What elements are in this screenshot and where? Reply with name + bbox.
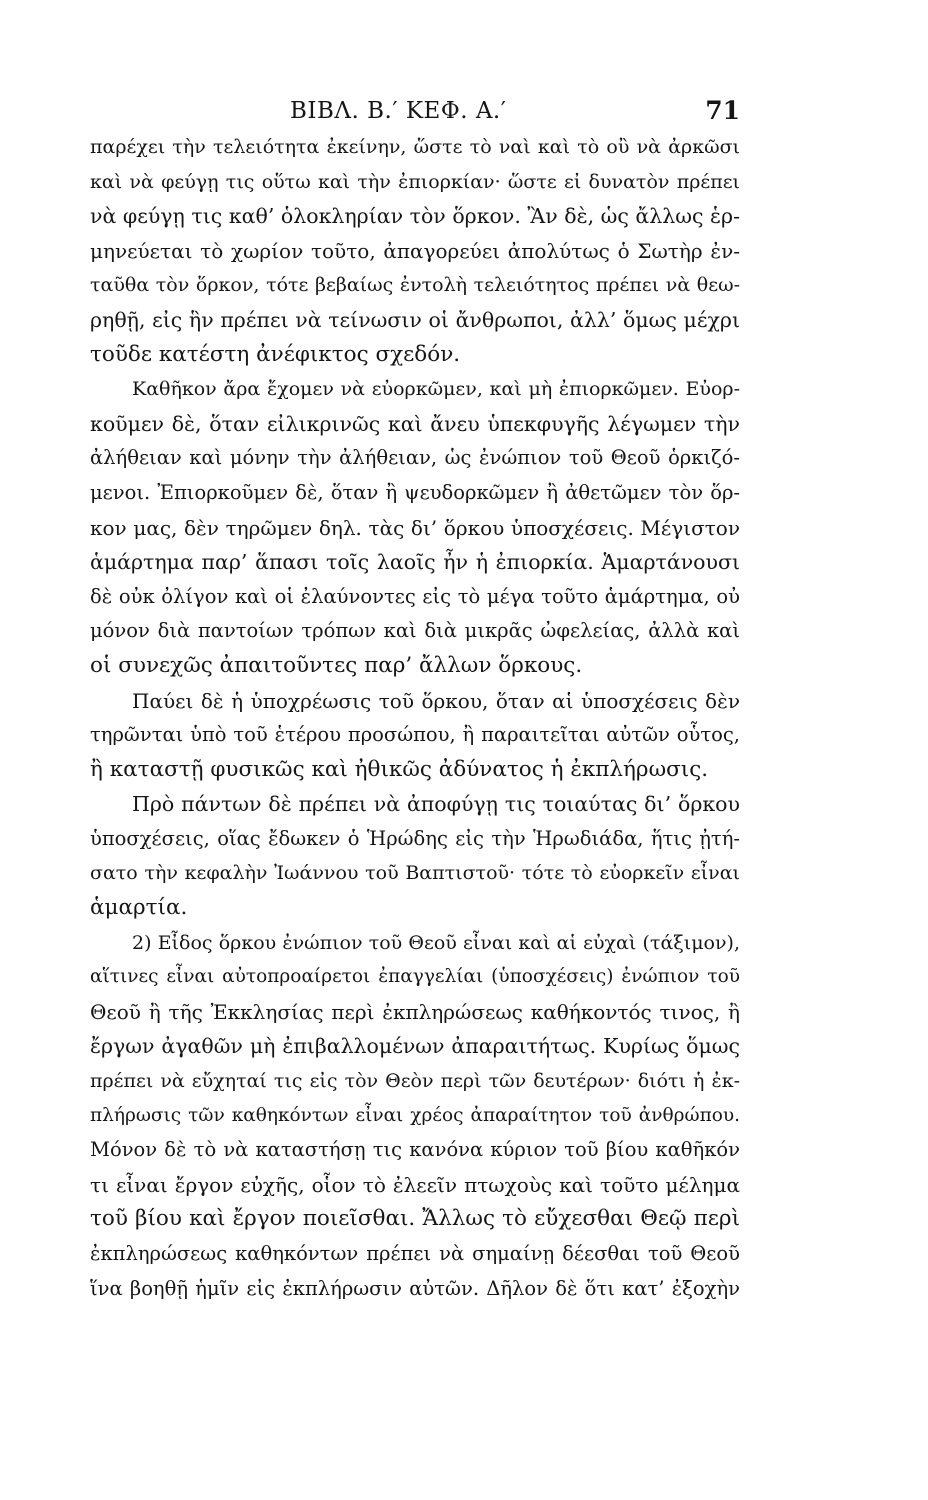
text-line: ταῦθα τὸν ὅρκον, τότε βεβαίως ἐντολὴ τελειότητος πρέπει νὰ θεω- — [90, 274, 740, 297]
paragraph — [90, 926, 740, 1307]
text-line: μόνον διὰ παντοίων τρόπων καὶ διὰ μικρᾶς ὠφελείας, ἀλλὰ καὶ — [90, 619, 740, 643]
text-line: πρέπει νὰ εὔχηταί τις εἰς τὸν Θεὸν περὶ τῶν δευτέρων· διότι ἡ ἐκ- — [90, 1070, 740, 1093]
paragraph — [90, 372, 740, 683]
text-line: σατο τὴν κεφαλὴν Ἰωάννου τοῦ Βαπτιστοῦ· τότε τὸ εὐορκεῖν εἶναι — [90, 862, 740, 885]
text-line: ἁμαρτία. — [90, 895, 188, 921]
text-line: νὰ φεύγῃ τις καθ’ ὁλοκληρίαν τὸν ὅρκον. Ἂν δὲ, ὡς ἄλλως ἑρ- — [90, 204, 740, 229]
text-line: τι εἶναι ἔργον εὐχῆς, οἷον τὸ ἐλεεῖν πτωχοὺς καὶ τοῦτο μέλημα — [90, 1172, 740, 1197]
text-line: ρηθῇ, εἰς ἣν πρέπει νὰ τείνωσιν οἱ ἄνθρωποι, ἀλλ’ ὅμως μέχρι — [90, 307, 740, 332]
text-line: κοῦμεν δὲ, ὅταν εἰλικρινῶς καὶ ἄνευ ὑπεκφυγῆς λέγωμεν τὴν — [90, 411, 740, 436]
text-line: κον μας, δὲν τηρῶμεν δηλ. τὰς δι’ ὅρκου ὑποσχέσεις. Μέγιστον — [90, 515, 740, 540]
text-line: ἔργων ἀγαθῶν μὴ ἐπιβαλλομένων ἀπαραιτήτως. Κυρίως ὅμως — [90, 1034, 740, 1059]
text-line: οἱ συνεχῶς ἀπαιτοῦντες παρ’ ἄλλων ὅρκους. — [90, 652, 583, 678]
text-line: Καθῆκον ἄρα ἔχομεν νὰ εὐορκῶμεν, καὶ μὴ ἐπιορκῶμεν. Εὐορ- — [132, 378, 740, 401]
text-line: τοῦδε κατέστη ἀνέφικτος σχεδόν. — [90, 341, 461, 367]
running-title: ΒΙΒΛ. Β.′ ΚΕΦ. Α.′ — [290, 98, 507, 124]
text-line: Θεοῦ ἢ τῆς Ἐκκλησίας περὶ ἐκπληρώσεως καθήκοντός τινος, ἢ — [90, 999, 740, 1024]
text-line: δὲ οὐκ ὀλίγον καὶ οἱ ἐλαύνοντες εἰς τὸ μέγα τοῦτο ἁμάρτημα, οὐ — [90, 584, 740, 608]
text-line: Πρὸ πάντων δὲ πρέπει νὰ ἀποφύγῃ τις τοιαύτας δι’ ὅρκου — [132, 792, 740, 817]
text-line: μηνεύεται τὸ χωρίον τοῦτο, ἀπαγορεύει ἀπολύτως ὁ Σωτὴρ ἐν- — [90, 238, 740, 263]
page-number: 71 — [705, 96, 740, 125]
text-line: πλήρωσις τῶν καθηκόντων εἶναι χρέος ἀπαραίτητον τοῦ ἀνθρώπου. — [90, 1104, 740, 1126]
text-line: τοῦ βίου καὶ ἔργον ποιεῖσθαι. Ἄλλως τὸ εὔχεσθαι Θεῷ περὶ — [90, 1206, 740, 1232]
text-line: ἀλήθειαν καὶ μόνην τὴν ἀλήθειαν, ὡς ἐνώπιον τοῦ Θεοῦ ὁρκιζό- — [90, 446, 740, 470]
running-head — [90, 98, 740, 132]
text-line: ἢ καταστῇ φυσικῶς καὶ ἠθικῶς ἀδύνατος ἡ ἐκπλήρωσις. — [90, 756, 709, 782]
body-text — [90, 130, 740, 1306]
text-line: ἁμάρτημα παρ’ ἅπασι τοῖς λαοῖς ἦν ἡ ἐπιορκία. Ἁμαρτάνουσι — [90, 550, 740, 575]
text-line: ὑποσχέσεις, οἵας ἔδωκεν ὁ Ἡρώδης εἰς τὴν Ἡρωδιάδα, ἥτις ᾐτή- — [90, 826, 740, 850]
text-line: αἵτινες εἶναι αὐτοπροαίρετοι ἐπαγγελίαι (ὑποσχέσεις) ἐνώπιον τοῦ — [90, 966, 740, 988]
text-line: μενοι. Ἐπιορκοῦμεν δὲ, ὅταν ἢ ψευδορκῶμεν ἢ ἀθετῶμεν τὸν ὅρ- — [90, 480, 740, 504]
paragraph — [90, 684, 740, 788]
paragraph — [90, 130, 740, 372]
paragraph — [90, 787, 740, 925]
text-line: καὶ νὰ φεύγῃ τις οὕτω καὶ τὴν ἐπιορκίαν· ὥστε εἰ δυνατὸν πρέπει — [90, 170, 740, 193]
text-line: 2) Εἶδος ὅρκου ἐνώπιον τοῦ Θεοῦ εἶναι καὶ αἱ εὐχαὶ (τάξιμον), — [132, 931, 740, 954]
text-line: παρέχει τὴν τελειότητα ἐκείνην, ὥστε τὸ ναὶ καὶ τὸ οὒ νὰ ἀρκῶσι — [90, 136, 740, 158]
text-line: ἵνα βοηθῇ ἡμῖν εἰς ἐκπλήρωσιν αὐτῶν. Δῆλον δὲ ὅτι κατ’ ἐξοχὴν — [90, 1276, 740, 1300]
text-line: ἐκπληρώσεως καθηκόντων πρέπει νὰ σημαίνῃ δέεσθαι τοῦ Θεοῦ — [90, 1242, 740, 1265]
text-line: τηρῶνται ὑπὸ τοῦ ἑτέρου προσώπου, ἢ παραιτεῖται αὐτῶν οὗτος, — [90, 723, 740, 747]
text-line: Παύει δὲ ἡ ὑποχρέωσις τοῦ ὅρκου, ὅταν αἱ ὑποσχέσεις δὲν — [132, 688, 740, 713]
text-line: Μόνον δὲ τὸ νὰ καταστήσῃ τις κανόνα κύριον τοῦ βίου καθῆκόν — [90, 1138, 740, 1162]
